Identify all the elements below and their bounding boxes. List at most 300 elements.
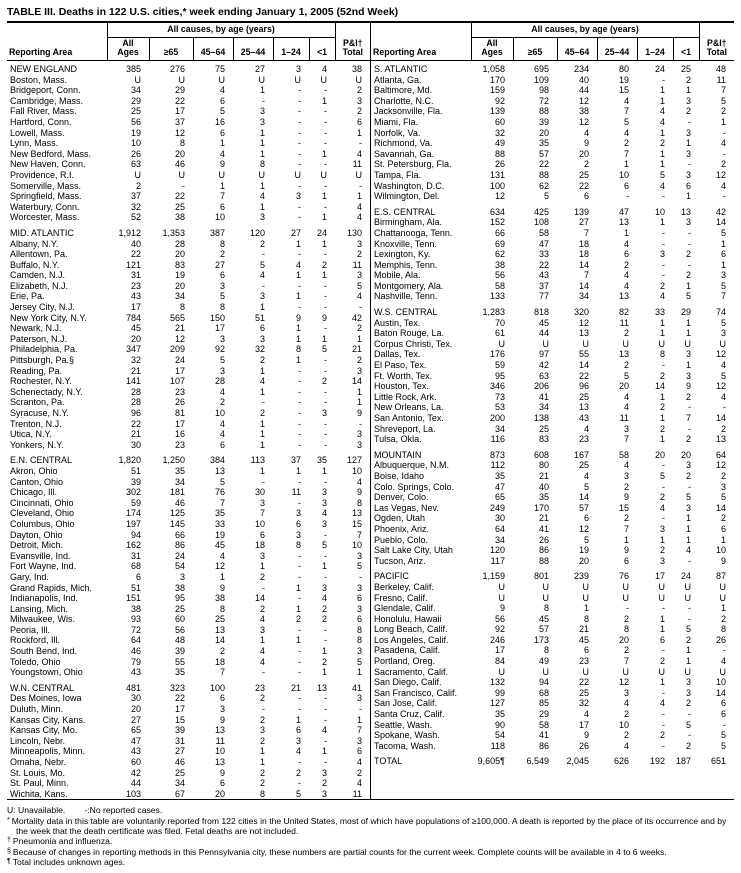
value-cell: 132 bbox=[489, 677, 505, 688]
reporting-area-cell: Baton Rouge, La. bbox=[374, 328, 445, 339]
value-cell: - bbox=[324, 106, 328, 117]
city-row bbox=[7, 466, 370, 477]
city-row bbox=[7, 789, 370, 800]
value-cell: 97 bbox=[538, 349, 549, 360]
city-row bbox=[371, 720, 734, 731]
value-cell: 99 bbox=[494, 687, 505, 698]
value-cell: 38 bbox=[174, 212, 185, 223]
value-cell: 23 bbox=[174, 386, 185, 397]
value-cell: 9 bbox=[583, 138, 589, 149]
value-cell: 7 bbox=[686, 413, 692, 424]
value-cell: 20 bbox=[578, 148, 589, 159]
city-row bbox=[371, 281, 734, 292]
value-cell: 63 bbox=[538, 370, 549, 381]
value-cell: 6 bbox=[259, 323, 265, 334]
value-cell: 1 bbox=[623, 159, 629, 170]
section-total-row bbox=[7, 228, 370, 239]
value-cell: 1 bbox=[583, 603, 589, 614]
value-cell: - bbox=[688, 116, 692, 127]
value-cell: 4 bbox=[623, 127, 629, 138]
value-cell: 4 bbox=[219, 429, 225, 440]
header-columns-row bbox=[371, 37, 734, 60]
value-cell: 2 bbox=[623, 360, 629, 371]
value-cell: 10 bbox=[716, 545, 727, 556]
city-row bbox=[371, 191, 734, 202]
value-cell: - bbox=[688, 402, 692, 413]
value-cell: 2 bbox=[259, 735, 265, 746]
value-cell: 8 bbox=[259, 788, 265, 799]
value-cell: 9 bbox=[623, 492, 629, 503]
value-cell: 83 bbox=[538, 434, 549, 445]
value-cell: 4 bbox=[721, 360, 727, 371]
value-cell: 10 bbox=[352, 540, 363, 551]
value-cell: 22 bbox=[578, 370, 589, 381]
value-cell: - bbox=[688, 481, 692, 492]
value-cell: 35 bbox=[538, 492, 549, 503]
col-header-1-24: 1–24 bbox=[273, 37, 309, 60]
value-cell: 85 bbox=[538, 698, 549, 709]
reporting-area-cell: Buffalo, N.Y. bbox=[10, 259, 60, 270]
value-cell: 31 bbox=[130, 550, 141, 561]
value-cell: 6 bbox=[721, 249, 727, 260]
city-row bbox=[7, 281, 370, 292]
value-cell: 47 bbox=[618, 206, 629, 217]
reporting-area-cell: Utica, N.Y. bbox=[10, 429, 52, 440]
reporting-area-cell: Allentown, Pa. bbox=[10, 249, 68, 260]
footnote-marker: † bbox=[7, 837, 11, 845]
value-cell: 138 bbox=[533, 413, 549, 424]
reporting-area-cell: Ogden, Utah bbox=[374, 513, 426, 524]
value-cell: - bbox=[723, 148, 727, 159]
value-cell: 425 bbox=[533, 206, 549, 217]
value-cell: - bbox=[324, 429, 328, 440]
footnote bbox=[7, 836, 734, 846]
reporting-area-cell: New Haven, Conn. bbox=[10, 159, 86, 170]
value-cell: 234 bbox=[573, 64, 589, 75]
value-cell: U bbox=[582, 592, 589, 603]
value-cell: 1 bbox=[721, 259, 727, 270]
city-row bbox=[371, 138, 734, 149]
value-cell: 4 bbox=[219, 550, 225, 561]
header-columns-row bbox=[7, 37, 370, 60]
reporting-area-cell: Tacoma, Wash. bbox=[374, 740, 436, 751]
value-cell: 27 bbox=[174, 746, 185, 757]
value-cell: 14 bbox=[716, 687, 727, 698]
city-row bbox=[7, 440, 370, 451]
value-cell: U bbox=[294, 74, 301, 85]
value-cell: - bbox=[298, 106, 301, 117]
reporting-area-cell: Des Moines, Iowa bbox=[10, 693, 82, 704]
value-cell: 17 bbox=[174, 365, 185, 376]
value-cell: 10 bbox=[654, 206, 665, 217]
value-cell: 45 bbox=[130, 323, 141, 334]
value-cell: 21 bbox=[130, 429, 141, 440]
value-cell: 4 bbox=[623, 270, 629, 281]
value-cell: 32 bbox=[578, 698, 589, 709]
value-cell: - bbox=[324, 116, 328, 127]
reporting-area-cell: Spokane, Wash. bbox=[374, 730, 440, 741]
value-cell: 109 bbox=[533, 74, 549, 85]
value-cell: 27 bbox=[130, 714, 141, 725]
reporting-area-cell: NEW ENGLAND bbox=[10, 64, 78, 75]
value-cell: 77 bbox=[538, 291, 549, 302]
value-cell: 49 bbox=[538, 656, 549, 667]
reporting-area-cell: Akron, Ohio bbox=[10, 465, 58, 476]
value-cell: 127 bbox=[489, 698, 505, 709]
value-cell: 98 bbox=[538, 85, 549, 96]
value-cell: U bbox=[218, 169, 225, 180]
value-cell: 3 bbox=[179, 571, 185, 582]
value-cell: 139 bbox=[489, 106, 505, 117]
value-cell: - bbox=[298, 280, 301, 291]
value-cell: 34 bbox=[174, 778, 185, 789]
value-cell: 24 bbox=[317, 227, 328, 238]
value-cell: 2 bbox=[686, 74, 692, 85]
footnote bbox=[7, 805, 734, 815]
value-cell: 8 bbox=[219, 238, 225, 249]
value-cell: 5 bbox=[295, 788, 301, 799]
value-cell: 4 bbox=[322, 593, 328, 604]
city-row bbox=[371, 524, 734, 535]
value-cell: - bbox=[688, 238, 692, 249]
value-cell: 1 bbox=[686, 656, 692, 667]
value-cell: 9 bbox=[295, 312, 301, 323]
value-cell: 1 bbox=[259, 365, 265, 376]
value-cell: 19 bbox=[578, 545, 589, 556]
value-cell: 112 bbox=[490, 460, 505, 471]
value-cell: 13 bbox=[352, 508, 363, 519]
value-cell: 2 bbox=[219, 646, 225, 657]
reporting-area-cell: Kansas City, Mo. bbox=[10, 725, 78, 736]
value-cell: - bbox=[324, 280, 328, 291]
city-row bbox=[371, 582, 734, 593]
city-row bbox=[7, 313, 370, 324]
reporting-area-cell: E.N. CENTRAL bbox=[10, 455, 73, 466]
value-cell: 10 bbox=[214, 212, 225, 223]
reporting-area-cell: Tucson, Ariz. bbox=[374, 555, 426, 566]
value-cell: 3 bbox=[686, 127, 692, 138]
value-cell: 4 bbox=[583, 423, 589, 434]
value-cell: 9 bbox=[219, 582, 225, 593]
reporting-area-cell: Lynn, Mass. bbox=[10, 138, 59, 149]
value-cell: 15 bbox=[352, 518, 363, 529]
value-cell: 5 bbox=[721, 280, 727, 291]
value-cell: 2 bbox=[295, 614, 301, 625]
value-cell: 4 bbox=[583, 127, 589, 138]
reporting-area-cell: Cleveland, Ohio bbox=[10, 508, 75, 519]
city-row bbox=[371, 181, 734, 192]
value-cell: 58 bbox=[618, 449, 629, 460]
value-cell: 302 bbox=[125, 487, 141, 498]
value-cell: 139 bbox=[573, 206, 589, 217]
value-cell: 7 bbox=[357, 725, 363, 736]
value-cell: 90 bbox=[494, 719, 505, 730]
value-cell: 80 bbox=[538, 460, 549, 471]
value-cell: 5 bbox=[659, 169, 665, 180]
value-cell: 12 bbox=[578, 523, 589, 534]
value-cell: 2 bbox=[583, 159, 589, 170]
value-cell: 4 bbox=[623, 402, 629, 413]
value-cell: 873 bbox=[489, 449, 505, 460]
value-cell: 9 bbox=[499, 603, 505, 614]
value-cell: 86 bbox=[538, 545, 549, 556]
value-cell: 1 bbox=[686, 328, 692, 339]
value-cell: U bbox=[294, 169, 301, 180]
city-row bbox=[7, 561, 370, 572]
value-cell: 1 bbox=[623, 227, 629, 238]
value-cell: 3 bbox=[295, 64, 301, 75]
value-cell: - bbox=[324, 386, 328, 397]
value-cell: 74 bbox=[716, 307, 727, 318]
value-cell: 29 bbox=[174, 85, 185, 96]
value-cell: 2 bbox=[623, 730, 629, 741]
value-cell: 88 bbox=[538, 169, 549, 180]
value-cell: 22 bbox=[174, 693, 185, 704]
value-cell: 25 bbox=[174, 201, 185, 212]
value-cell: 2 bbox=[259, 603, 265, 614]
value-cell: 6 bbox=[583, 191, 589, 202]
value-cell: 695 bbox=[533, 64, 549, 75]
reporting-area-cell: Fort Wayne, Ind. bbox=[10, 561, 77, 572]
reporting-area-cell: Savannah, Ga. bbox=[374, 148, 435, 159]
value-cell: 41 bbox=[352, 682, 363, 693]
value-cell: 387 bbox=[209, 227, 225, 238]
value-cell: U bbox=[134, 169, 141, 180]
value-cell: 1 bbox=[322, 561, 328, 572]
value-cell: U bbox=[498, 592, 505, 603]
value-cell: 1 bbox=[219, 138, 225, 149]
value-cell: 4 bbox=[659, 116, 665, 127]
city-row bbox=[7, 498, 370, 509]
value-cell: 20 bbox=[681, 449, 692, 460]
value-cell: 31 bbox=[130, 270, 141, 281]
value-cell: 5 bbox=[721, 740, 727, 751]
value-cell: 29 bbox=[681, 307, 692, 318]
value-cell: 95 bbox=[174, 593, 185, 604]
value-cell: - bbox=[359, 571, 363, 582]
value-cell: 1 bbox=[259, 148, 265, 159]
value-cell: 6 bbox=[219, 270, 225, 281]
city-row bbox=[7, 657, 370, 668]
value-cell: 3 bbox=[259, 116, 265, 127]
value-cell: 1,912 bbox=[118, 227, 141, 238]
value-cell: 13 bbox=[618, 349, 629, 360]
reporting-area-cell: Cincinnati, Ohio bbox=[10, 497, 74, 508]
value-cell: 2 bbox=[721, 159, 727, 170]
value-cell: 52 bbox=[130, 212, 141, 223]
value-cell: - bbox=[324, 85, 328, 96]
value-cell: - bbox=[662, 481, 665, 492]
city-row bbox=[371, 360, 734, 371]
value-cell: 92 bbox=[494, 624, 505, 635]
value-cell: 121 bbox=[125, 259, 141, 270]
value-cell: 2 bbox=[721, 470, 727, 481]
value-cell: - bbox=[324, 476, 328, 487]
value-cell: 1 bbox=[295, 714, 301, 725]
value-cell: 12 bbox=[716, 460, 727, 471]
value-cell: 6 bbox=[219, 95, 225, 106]
city-row bbox=[371, 645, 734, 656]
reporting-area-cell: Tulsa, Okla. bbox=[374, 434, 422, 445]
reporting-area-cell: Boise, Idaho bbox=[374, 470, 425, 481]
value-cell: 31 bbox=[174, 735, 185, 746]
value-cell: 2 bbox=[322, 778, 328, 789]
value-cell: 25 bbox=[130, 106, 141, 117]
value-cell: 634 bbox=[489, 206, 505, 217]
value-cell: 1 bbox=[721, 116, 727, 127]
value-cell: 7 bbox=[721, 291, 727, 302]
reporting-area-cell: W.S. CENTRAL bbox=[374, 307, 438, 318]
reporting-area-cell: Chattanooga, Tenn. bbox=[374, 227, 453, 238]
value-cell: 53 bbox=[494, 402, 505, 413]
value-cell: 4 bbox=[322, 725, 328, 736]
value-cell: 1 bbox=[357, 667, 363, 678]
value-cell: 239 bbox=[573, 571, 589, 582]
value-cell: 76 bbox=[214, 487, 225, 498]
value-cell: 5 bbox=[543, 191, 549, 202]
value-cell: - bbox=[324, 138, 328, 149]
value-cell: 4 bbox=[295, 259, 301, 270]
reporting-area-cell: Columbus, Ohio bbox=[10, 518, 75, 529]
reporting-area-cell: Erie, Pa. bbox=[10, 291, 45, 302]
value-cell: 2 bbox=[686, 249, 692, 260]
footnote-marker: * bbox=[7, 816, 10, 824]
reporting-area-cell: Portland, Oreg. bbox=[374, 656, 436, 667]
value-cell: - bbox=[723, 645, 727, 656]
value-cell: 1 bbox=[295, 270, 301, 281]
value-cell: 6 bbox=[295, 725, 301, 736]
city-row bbox=[7, 583, 370, 594]
value-cell: U bbox=[258, 169, 265, 180]
value-cell: 19 bbox=[214, 529, 225, 540]
value-cell: 385 bbox=[125, 64, 141, 75]
value-cell: 83 bbox=[174, 259, 185, 270]
header-group-row bbox=[371, 23, 734, 37]
value-cell: 1 bbox=[623, 534, 629, 545]
city-row bbox=[7, 249, 370, 260]
value-cell: 4 bbox=[295, 746, 301, 757]
value-cell: 818 bbox=[533, 307, 549, 318]
city-row bbox=[371, 593, 734, 604]
value-cell: 8 bbox=[295, 540, 301, 551]
value-cell: 21 bbox=[352, 344, 363, 355]
value-cell: 1 bbox=[659, 95, 665, 106]
city-row bbox=[7, 725, 370, 736]
value-cell: 192 bbox=[649, 756, 665, 767]
city-row bbox=[7, 302, 370, 313]
value-cell: 1 bbox=[259, 302, 265, 313]
value-cell: 7 bbox=[623, 434, 629, 445]
reporting-area-cell: Charlotte, N.C. bbox=[374, 95, 434, 106]
value-cell: 20 bbox=[654, 449, 665, 460]
value-cell: 5 bbox=[721, 730, 727, 741]
value-cell: - bbox=[324, 757, 328, 768]
city-row bbox=[7, 778, 370, 789]
value-cell: 5 bbox=[721, 492, 727, 503]
value-cell: - bbox=[298, 201, 301, 212]
value-cell: 86 bbox=[538, 740, 549, 751]
value-cell: 8 bbox=[259, 159, 265, 170]
value-cell: 4 bbox=[259, 376, 265, 387]
value-cell: 30 bbox=[130, 693, 141, 704]
value-cell: 120 bbox=[489, 545, 505, 556]
value-cell: U bbox=[178, 169, 185, 180]
value-cell: 10 bbox=[214, 408, 225, 419]
value-cell: 20 bbox=[174, 280, 185, 291]
value-cell: 2 bbox=[357, 106, 363, 117]
value-cell: 2 bbox=[659, 545, 665, 556]
age-group-header: All causes, by age (years) bbox=[471, 23, 699, 37]
value-cell: 197 bbox=[125, 518, 141, 529]
left-table bbox=[7, 23, 370, 799]
city-row bbox=[371, 482, 734, 493]
value-cell: - bbox=[662, 270, 665, 281]
value-cell: 76 bbox=[618, 571, 629, 582]
value-cell: 21 bbox=[174, 323, 185, 334]
value-cell: 1 bbox=[322, 238, 328, 249]
reporting-area-cell: Baltimore, Md. bbox=[374, 85, 433, 96]
value-cell: 9 bbox=[583, 730, 589, 741]
reporting-area-cell: Newark, N.J. bbox=[10, 323, 62, 334]
value-cell: 46 bbox=[174, 497, 185, 508]
reporting-area-cell: Seattle, Wash. bbox=[374, 719, 433, 730]
value-cell: 42 bbox=[352, 312, 363, 323]
value-cell: U bbox=[719, 581, 727, 592]
value-cell: 25 bbox=[174, 603, 185, 614]
value-cell: 25 bbox=[538, 423, 549, 434]
city-row bbox=[7, 106, 370, 117]
value-cell: - bbox=[688, 555, 692, 566]
reporting-area-cell: Washington, D.C. bbox=[374, 180, 445, 191]
value-cell: 1 bbox=[322, 667, 328, 678]
value-cell: - bbox=[298, 656, 301, 667]
table-left-half bbox=[7, 23, 371, 799]
value-cell: 28 bbox=[174, 238, 185, 249]
value-cell: 17 bbox=[578, 719, 589, 730]
value-cell: 15 bbox=[174, 714, 185, 725]
value-cell: 4 bbox=[721, 656, 727, 667]
value-cell: 17 bbox=[130, 302, 141, 313]
value-cell: 2 bbox=[259, 355, 265, 366]
value-cell: - bbox=[626, 603, 629, 614]
value-cell: 6 bbox=[686, 180, 692, 191]
reporting-area-cell: Long Beach, Calif. bbox=[374, 624, 448, 635]
value-cell: 29 bbox=[538, 709, 549, 720]
city-row bbox=[371, 413, 734, 424]
value-cell: 47 bbox=[538, 238, 549, 249]
value-cell: 320 bbox=[573, 307, 589, 318]
value-cell: 49 bbox=[494, 138, 505, 149]
value-cell: U bbox=[320, 74, 328, 85]
value-cell: 23 bbox=[578, 656, 589, 667]
value-cell: 6 bbox=[623, 180, 629, 191]
reporting-area-cell: Shreveport, La. bbox=[374, 423, 436, 434]
value-cell: - bbox=[359, 418, 363, 429]
value-cell: 45 bbox=[538, 317, 549, 328]
value-cell: 3 bbox=[659, 249, 665, 260]
reporting-area-cell: Rockford, Ill. bbox=[10, 635, 61, 646]
value-cell: 43 bbox=[130, 291, 141, 302]
value-cell: 14 bbox=[578, 280, 589, 291]
value-cell: 18 bbox=[214, 656, 225, 667]
city-row bbox=[371, 698, 734, 709]
city-row bbox=[7, 85, 370, 96]
value-cell: 43 bbox=[578, 413, 589, 424]
value-cell: 3 bbox=[357, 603, 363, 614]
value-cell: - bbox=[298, 704, 301, 715]
value-cell: 12 bbox=[716, 349, 727, 360]
value-cell: 6 bbox=[623, 555, 629, 566]
